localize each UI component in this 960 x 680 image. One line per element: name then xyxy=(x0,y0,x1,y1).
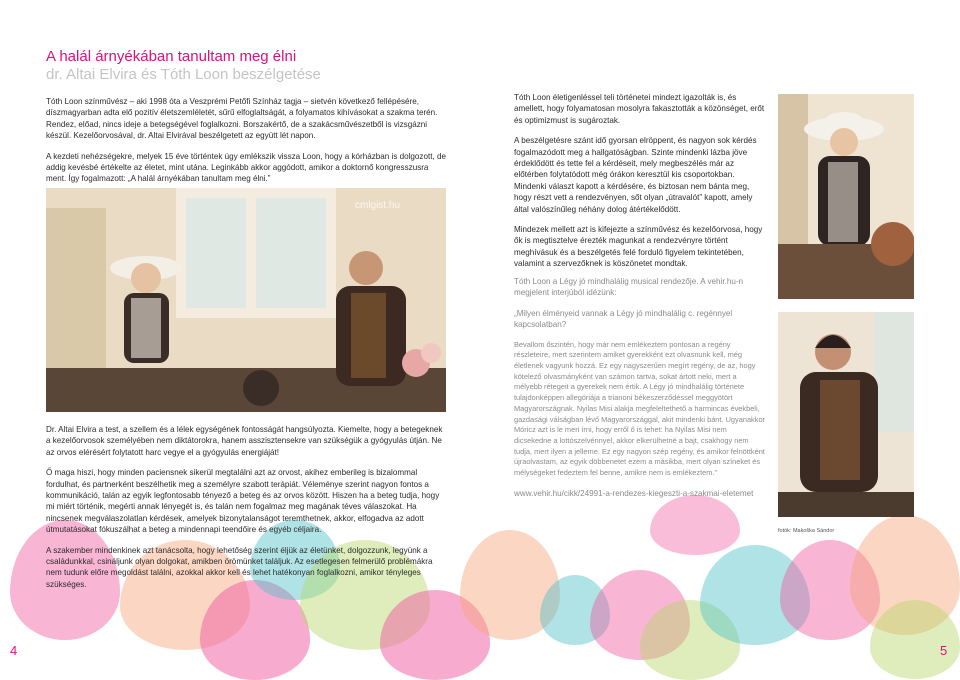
page-number-left: 4 xyxy=(10,643,18,658)
interview-answer: Bevallom őszintén, hogy már nem emlékeztem pontosan a regény részleteire, mert szerintem amiket gyerekként ezt olvasnunk kell, még életlenek vagyunk hozzá. Ez egy nagyszerűen megírt regény, de az, hogy kötelező olvasmányként van számon tartva, sokat ártott neki, mert a mélyebb rétegeit a gyerekek nem értik. A Légy jó mindhalálig története tulajdonképpen allegóriája a trianoni békeszerződéssel meggyötört Magyarországnak. Nyilas Misi alakja megfeleltethető a harmincas évekbeli, gazdasági válságban lévő Magyarországgal, akit mindenki bánt. Ugyanakkor Móricz azt is le meri írni, hogy erről ő is tehet: ha Nyilas Misi nem dicsekedne a lottószelvénnyel, akkor elkerülhetné a bajt, csakhogy nem tudja, mert ilyen a jelleme. Ez egy nagyon szép regény, és amikor felnöttként újraolvastam, az egyik döbbenetet ezem a másikba, mert olyan színeket és mélységeket fedeztem fel benne, amikre nem is emlékeztem.” xyxy=(514,339,766,478)
photo-illustration xyxy=(46,188,446,412)
blob-shape xyxy=(650,495,740,555)
event-photo-main xyxy=(46,188,446,412)
photo-credit: fotók: Makoška Sándor xyxy=(778,528,835,534)
woman-portrait-photo xyxy=(778,94,914,299)
body-paragraph: A szakember mindenkinek azt tanácsolta, hogy lehetőség szerint éljük az életünket, dolgozzunk, legyünk a családunkkal, csináljunk olyan dolgokat, amikben örömünket találjuk. Az esetlegesen felmerülő problémákra nem tudunk előre megoldást találni, azokkal akkor kell és lehet hatékonyan foglalkozni, amikor tényleges szükséges. xyxy=(46,545,433,589)
source-link[interactable]: www.vehir.hu/cikk/24991-a-rendezes-kiegeszti-a-szakmai-eletemet xyxy=(514,488,754,498)
man-portrait-photo xyxy=(778,312,914,517)
page-number-right: 5 xyxy=(940,643,948,658)
interview-intro: Tóth Loon a Légy jó mindhalálig musical rendezője. A vehir.hu-n megjelent interjúból idézünk: xyxy=(514,277,744,298)
intro-paragraph: A kezdeti nehézségekre, melyek 15 éve történtek úgy emlékszik vissza Loon, hogy a kórházban is dolgozott, de addig kevésbé értékelte az életet, mint utána. Leginkább akkor aggódott, amikor a doktornő kongresszusra ment. Így fogalmazott: „A halál árnyékában tanultam meg élni.” xyxy=(46,151,446,184)
intro-paragraph: Tóth Loon színművész – aki 1998 óta a Veszprémi Petőfi Színház tagja – sietvén következő fellépésére, díszmagyarban adta elő pozitív életszemléletét, sűrű elfoglaltságát, a folyamatos kihívásokat a szakma terén. Rendez, előad, nincs ideje a betegségével foglalkozni. Borszakértő, de a szakácsművészetből is vizsgázni készül. Kezelőorvosával, dr. Altai Elvirával beszélgetett az együtt lét napon. xyxy=(46,97,438,141)
portrait-illustration xyxy=(778,312,914,517)
right-interview-quote xyxy=(514,276,766,499)
article-subtitle: dr. Altai Elvira és Tóth Loon beszélgetése xyxy=(46,66,321,83)
photo-watermark: cmlgist.hu xyxy=(354,200,400,211)
article-title: A halál árnyékában tanultam meg élni xyxy=(46,48,297,65)
body-paragraph: Ő maga hiszi, hogy minden paciensnek sikerül megtalálni azt az orvost, akihez emberileg is bizalommal fordulhat, és partnerként beszélhetik meg a személyre szabott terápiát. Véleménye szerint nagyon fontos a kommunikáció, talán az egyik legfontosabb tényező a beteg és az orvos között. Hiszen ha a beteg tudja, hogy mi miért történik, megérti annak lényegét is, és talán nem fogalmaz meg magának téves válaszokat. Ha nincsenek megválaszolatlan kérdések, amelyek bizonytalanságot teremthetnek, akkor, elfogadva az adott útmutatásokat fókuszálhat a beteg a mindennapi teendőire és egyéb céljaira. xyxy=(46,468,440,535)
left-body xyxy=(46,424,446,590)
right-main-text xyxy=(514,92,766,270)
right-paragraph: A beszélgetésre szánt idő gyorsan elröppent, és nagyon sok kérdés fogalmazódott meg a hallgatóságban. Szinte mindenki lázba jöve érdeklődött és tette fel a kérdéseit, mely megbeszélés már az előtérben folytatódott még órákon keresztül kis csoportokban. Mindenki választ kapott a kérdésére, és biztosan nem bánta meg, hogy részt vett a rendezvényen, sőt olyan „útravalót” kapott, amely által valószínűleg néhány dolog átértékelődött. xyxy=(514,136,757,214)
portrait-illustration xyxy=(778,94,914,299)
left-intro xyxy=(46,96,446,185)
right-paragraph: Mindezek mellett azt is kifejezte a színművész és kezelőorvosa, hogy ők is megtisztelve érezték magunkat a rendezvényre történt meghívásuk és a beszélgetés felé forduló figyelem tekintetében, valamint a szervezőknek is köszönetet mondtak. xyxy=(514,225,763,269)
interview-question: „Milyen élményeid vannak a Légy jó mindhalálig c. regénnyel kapcsolatban? xyxy=(514,308,733,330)
right-paragraph: Tóth Loon életigenléssel teli történetei mindezt igazolták is, és amellett, hogy folyamatosan mosolyra fakasztották a közönséget, erőt és optimizmust is sugároztak. xyxy=(514,93,765,125)
body-paragraph: Dr. Altai Elvira a test, a szellem és a lélek egységének fontosságát hangsúlyozta. Kiemelte, hogy a betegeknek a kezelőorvosok személyében nem diktátorokra, hanem asszisztensekre van szükségük a gyógyulás útján. Ne az orvos elérésért folytatott harc vegye el a gyógyulás energiáját! xyxy=(46,425,443,457)
